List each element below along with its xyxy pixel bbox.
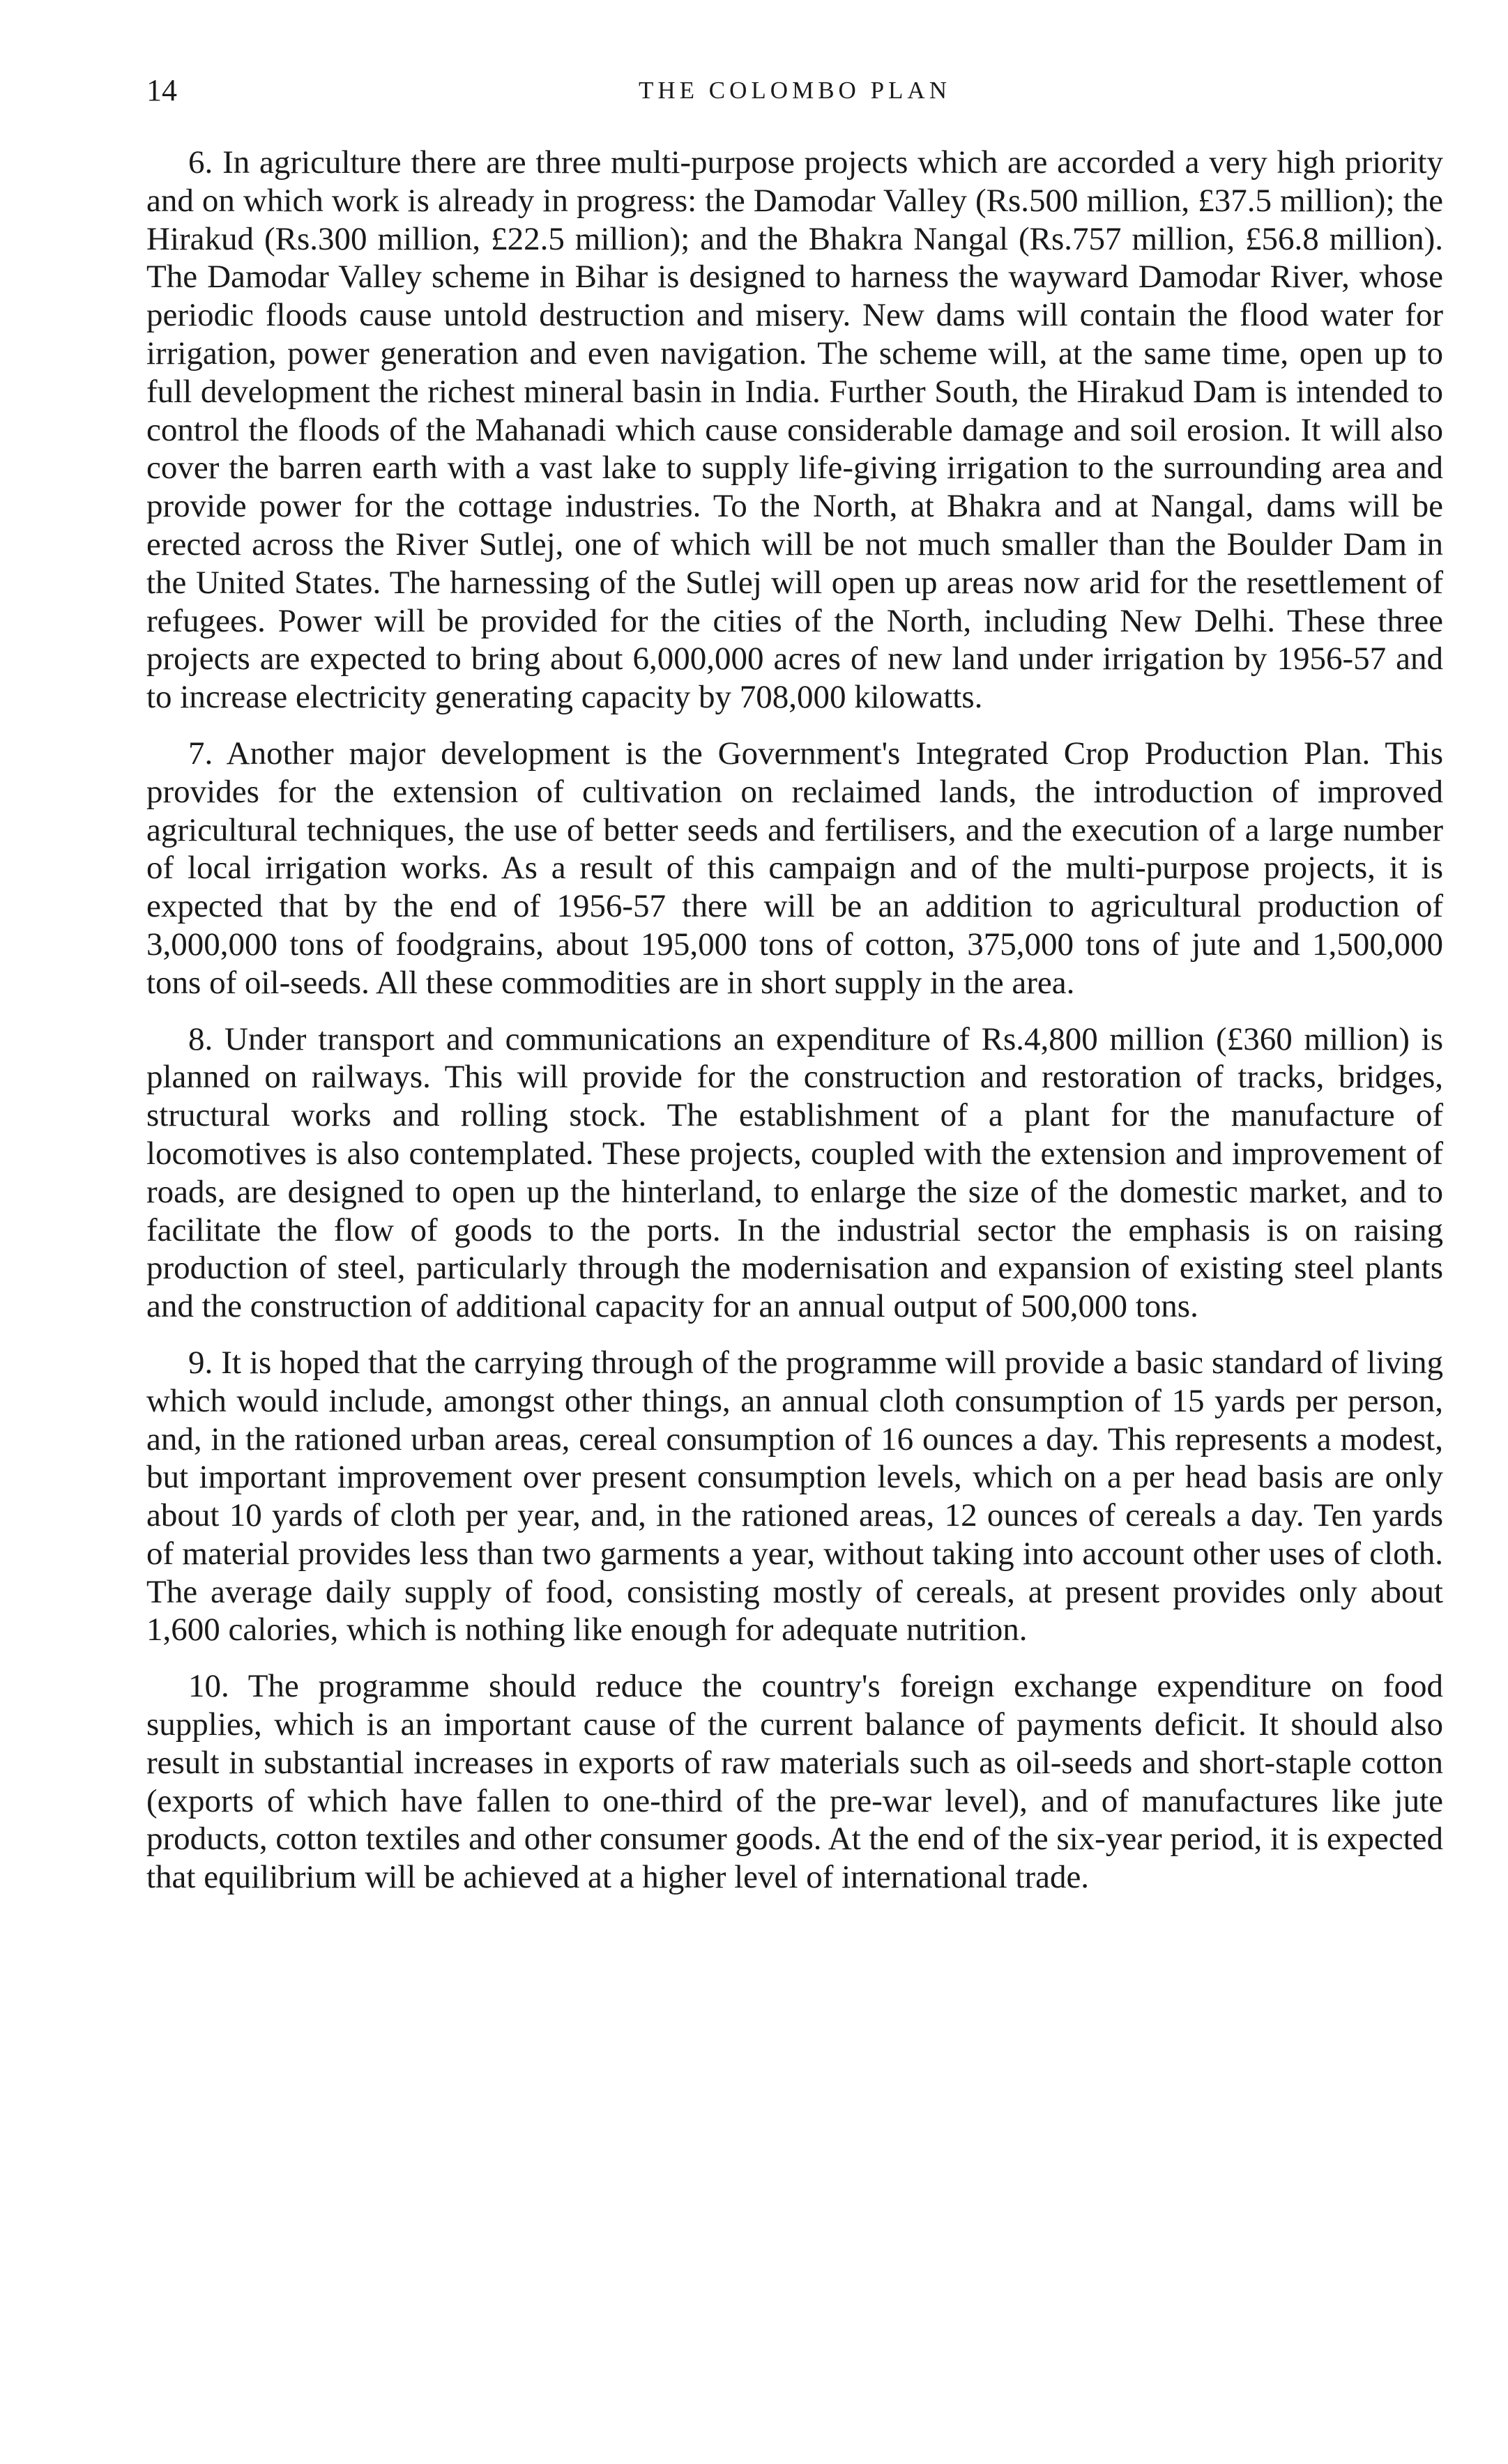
document-page bbox=[146, 70, 1443, 1915]
running-header bbox=[146, 70, 1443, 118]
paragraph-8-transport: 8. Under transport and communications an expenditure of Rs.4,800 million (£360 million) is planned on railways. This will provide for the construction and restoration of tracks, bridges, structural works and rolling stock. The establishment of a plant for the manufacture of locomotives is also contemplated. These projects, coupled with the extension and improvement of roads, are designed to open up the hinterland, to enlarge the size of the domestic market, and to facilitate the flow of goods to the ports. In the industrial sector the emphasis is on raising production of steel, particularly through the modernisation and expansion of existing steel plants and the construction of additional capacity for an annual output of 500,000 tons. bbox=[146, 1020, 1443, 1325]
paragraph-6-agriculture: 6. In agriculture there are three multi-purpose projects which are accorded a very high priority and on which work is already in progress: the Damodar Valley (Rs.500 million, £37.5 million); the Hirakud (Rs.300 million, £22.5 million); and the Bhakra Nangal (Rs.757 million, £56.8 million). The Damodar Valley scheme in Bihar is designed to harness the wayward Damodar River, whose periodic floods cause untold destruction and misery. New dams will contain the flood water for irrigation, power generation and even navigation. The scheme will, at the same time, open up to full development the richest mineral basin in India. Further South, the Hirakud Dam is intended to control the floods of the Mahanadi which cause considerable damage and soil erosion. It will also cover the barren earth with a vast lake to supply life-giving irrigation to the surrounding area and provide power for the cottage industries. To the North, at Bhakra and at Nangal, dams will be erected across the River Sutlej, one of which will be not much smaller than the Boulder Dam in the United States. The harnessing of the Sutlej will open up areas now arid for the resettlement of refugees. Power will be provided for the cities of the North, including New Delhi. These three projects are expected to bring about 6,000,000 acres of new land under irrigation by 1956-57 and to increase electricity generating capacity by 708,000 kilowatts. bbox=[146, 144, 1443, 716]
running-title: THE COLOMBO PLAN bbox=[639, 77, 951, 104]
page-number: 14 bbox=[146, 73, 177, 107]
paragraph-10-foreign-exchange: 10. The programme should reduce the country's foreign exchange expenditure on food supplies, which is an important cause of the current balance of payments deficit. It should also result in substantial increases in exports of raw materials such as oil-seeds and short-staple cotton (exports of which have fallen to one-third of the pre-war level), and of manufactures like jute products, cotton textiles and other consumer goods. At the end of the six-year period, it is expected that equilibrium will be achieved at a higher level of international trade. bbox=[146, 1668, 1443, 1896]
paragraph-9-living-standard: 9. It is hoped that the carrying through of the programme will provide a basic standard of living which would include, amongst other things, an annual cloth consumption of 15 yards per person, and, in the rationed urban areas, cereal consumption of 16 ounces a day. This represents a modest, but important improvement over present consumption levels, which on a per head basis are only about 10 yards of cloth per year, and, in the rationed areas, 12 ounces of cereals a day. Ten yards of material provides less than two garments a year, without taking into account other uses of cloth. The average daily supply of food, consisting mostly of cereals, at present provides only about 1,600 calories, which is nothing like enough for adequate nutrition. bbox=[146, 1344, 1443, 1648]
paragraph-7-crop-production: 7. Another major development is the Government's Integrated Crop Production Plan. This provides for the extension of cultivation on reclaimed lands, the introduction of improved agricultural techniques, the use of better seeds and fertilisers, and the execution of a large number of local irrigation works. As a result of this campaign and of the multi-purpose projects, it is expected that by the end of 1956-57 there will be an addition to agricultural production of 3,000,000 tons of foodgrains, about 195,000 tons of cotton, 375,000 tons of jute and 1,500,000 tons of oil-seeds. All these commodities are in short supply in the area. bbox=[146, 735, 1443, 1001]
